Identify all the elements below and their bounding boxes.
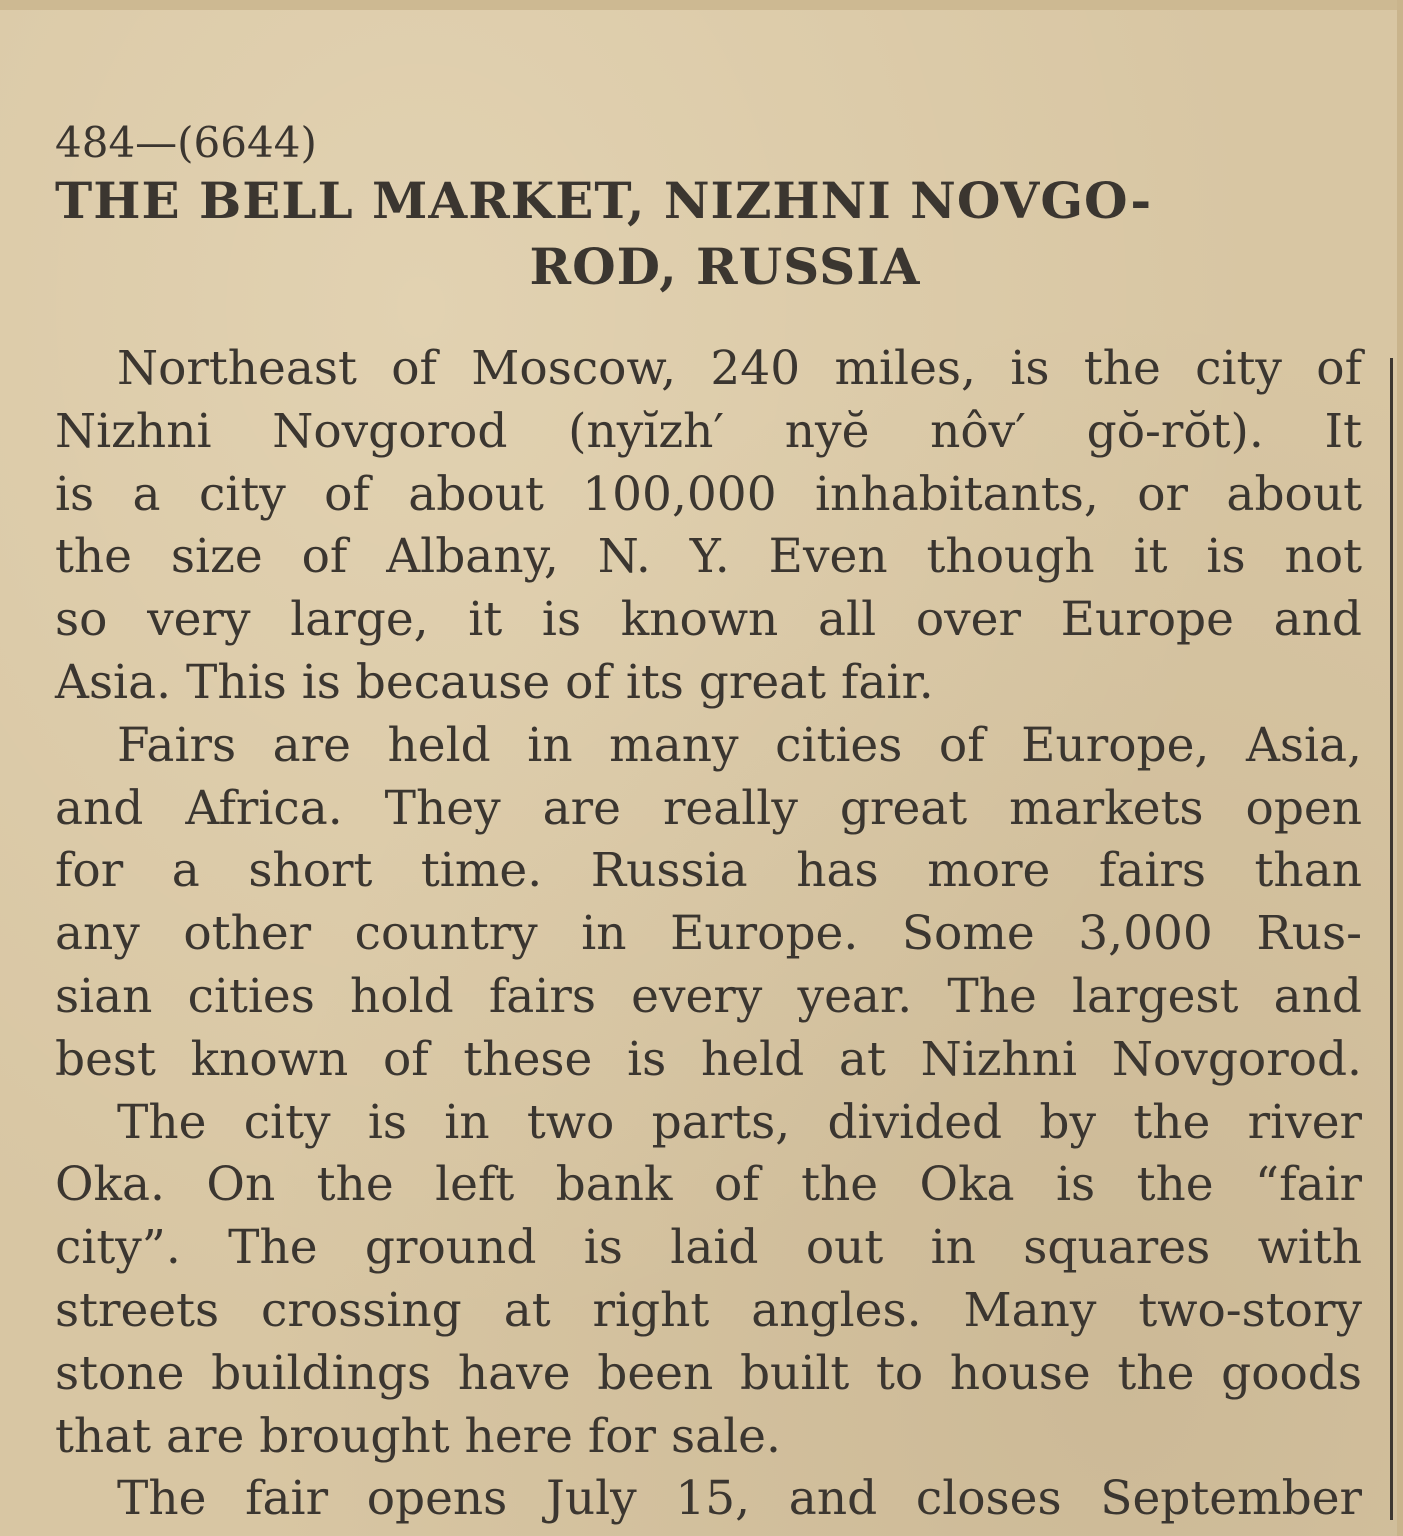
text-line: The fair opens July 15, and closes September: [117, 1471, 1362, 1527]
text-line: is a city of about 100,000 inhabitants, or about: [55, 466, 1362, 522]
text-line: Oka. On the left bank of the Oka is the “fair: [55, 1157, 1362, 1213]
text-line: for a short time. Russia has more fairs than: [55, 843, 1362, 899]
text-line: so very large, it is known all over Europe and: [55, 592, 1362, 648]
text-line: stone buildings have been built to house the goods: [55, 1345, 1362, 1401]
text-line: sian cities hold fairs every year. The largest and: [55, 968, 1362, 1024]
text-line: Fairs are held in many cities of Europe, Asia,: [117, 717, 1362, 773]
text-line: streets crossing at right angles. Many two-story: [55, 1282, 1362, 1338]
text-line: city”. The ground is laid out in squares with: [55, 1220, 1362, 1276]
card-number: 484—(6644): [55, 118, 317, 167]
card-body-text: [55, 338, 1362, 1531]
title-line-2: ROD, RUSSIA: [529, 237, 921, 296]
text-line: that are brought here for sale.: [55, 1408, 781, 1464]
vertical-rule: [1390, 358, 1393, 1520]
title-line-1: THE BELL MARKET, NIZHNI NOVGO-: [55, 171, 1153, 230]
card-right-edge: [1397, 0, 1403, 1536]
text-line: Nizhni Novgorod (nyĭzh′ nyĕ nôv′ gŏ-rŏt). It: [55, 403, 1362, 459]
card-title: [55, 168, 1365, 300]
text-line: The city is in two parts, divided by the river: [117, 1094, 1362, 1150]
text-line: the size of Albany, N. Y. Even though it is not: [55, 529, 1362, 585]
text-line: Asia. This is because of its great fair.: [55, 654, 934, 710]
text-line: Northeast of Moscow, 240 miles, is the city of: [117, 341, 1362, 396]
card-top-edge: [0, 0, 1403, 10]
text-line: best known of these is held at Nizhni Novgorod.: [55, 1031, 1362, 1087]
text-line: any other country in Europe. Some 3,000 Rus-: [55, 906, 1362, 962]
text-line: and Africa. They are really great markets open: [55, 780, 1362, 836]
